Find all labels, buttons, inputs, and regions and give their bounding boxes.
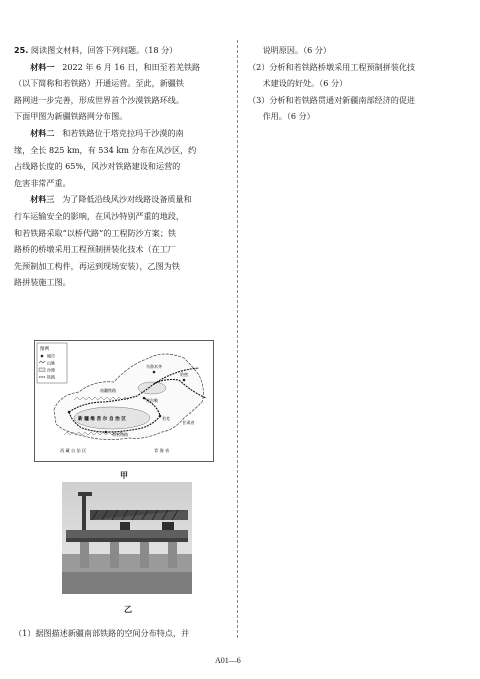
svg-text:若羌: 若羌: [162, 416, 170, 421]
svg-text:和若铁路: 和若铁路: [112, 432, 128, 437]
material-1: 材料一 2022 年 6 月 16 日，和田至若羌铁路: [30, 61, 201, 72]
ruoqiang-city: [159, 415, 162, 418]
material-1-label: 材料一: [30, 61, 55, 72]
question-instruction: 阅读图文材料，回答下列问题。（18 分）: [30, 45, 178, 55]
sub-question-3-line-2: 作用。（6 分）: [262, 111, 315, 122]
sub-question-1-line-2: 说明原因。（6 分）: [262, 45, 332, 55]
hetian-city: [105, 431, 108, 434]
hami-city: [183, 379, 186, 382]
sub-question-2-line-2: 术建设的好处。（6 分）: [262, 78, 348, 89]
question-number: 25.: [14, 45, 29, 55]
bridge-construction-photo: [62, 482, 192, 594]
material-2: 材料二 和若铁路位于塔克拉玛干沙漠的南: [30, 127, 184, 138]
page-footer: A01—6: [215, 656, 241, 665]
svg-text:库尔勒: 库尔勒: [146, 398, 158, 403]
map-caption: 甲: [120, 471, 128, 480]
legend-title: 图例: [40, 347, 49, 352]
xinjiang-railway-map: [34, 340, 214, 462]
column-divider: [237, 40, 238, 638]
question-header: [14, 42, 229, 59]
sub-question-1-line-1: （1）据图描述新疆南部铁路的空间分布特点，并: [14, 628, 190, 638]
svg-text:山脉: 山脉: [47, 360, 55, 366]
left-column: 25. 阅读图文材料，回答下列问题。（18 分） 材料一 2022 年 6 月 16 日，和田至若羌铁路 （以下简称和若铁路）开通运营。至此，新疆铁 路网进一步完善，形成世界首个沙漠铁路环线。 下面甲图为新疆铁路网分布图。 材料二 和若铁路位于塔克拉玛干沙漠的南 缘，全长 825 km，有 534 km 分布在风沙区，约 占线路长度的 65%，风沙对铁路建设和运营的 危害非常严重。 材料三 为了降低沿线风沙对线路设备质量和 行车运输安全的影响，在风沙特别严重的地段， 和若铁路采取“以桥代路”的工程防沙方案；铁 路桥的桥墩采用工程预制拼装化技术（在工厂 先预制加工构件，再运到现场安装），乙图为铁 路拼装施工图。: [14, 42, 229, 291]
svg-text:沙漠: 沙漠: [47, 367, 55, 373]
material-3-label: 材料三: [30, 194, 55, 205]
sub-question-2-line-1: （2）分析和若铁路桥墩采用工程预制拼装化技: [248, 61, 416, 72]
right-column: [248, 42, 466, 125]
material-3: 材料三 为了降低沿线风沙对线路设备质量和: [30, 194, 192, 205]
city-symbol-icon: [41, 355, 44, 358]
svg-text:西 藏 自 治 区: 西 藏 自 治 区: [60, 448, 87, 453]
desert-symbol-icon: [39, 368, 45, 372]
svg-text:甘肃省: 甘肃省: [182, 420, 195, 425]
photo-caption: 乙: [124, 605, 132, 614]
svg-text:新 疆 维 吾 尔 自 治 区: 新 疆 维 吾 尔 自 治 区: [78, 417, 126, 422]
kuerle-city: [143, 397, 146, 400]
svg-text:青 海 省: 青 海 省: [154, 448, 170, 453]
svg-text:铁路: 铁路: [47, 374, 55, 380]
sub-question-3-line-1: （3）分析和若铁路贯通对新疆南部经济的促进: [248, 94, 416, 105]
kashi-city: [68, 411, 71, 414]
svg-text:南疆铁路: 南疆铁路: [100, 388, 116, 393]
svg-text:哈密: 哈密: [180, 372, 188, 377]
urumqi-city: [153, 371, 156, 374]
svg-text:城市: 城市: [47, 353, 55, 359]
svg-text:乌鲁木齐: 乌鲁木齐: [146, 364, 162, 369]
material-2-label: 材料二: [30, 127, 55, 138]
